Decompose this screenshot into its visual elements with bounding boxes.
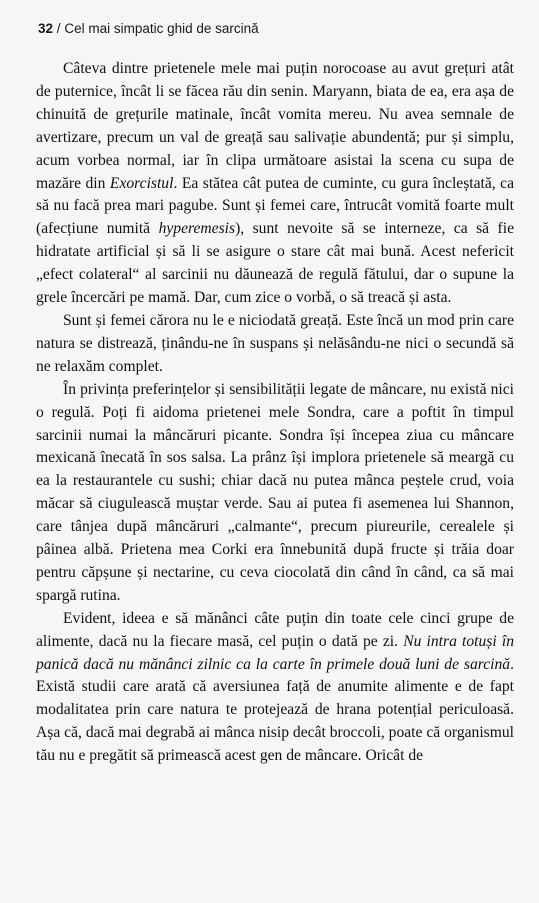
paragraph-3: În privința preferințelor și sensibilității legate de mâncare, nu există nici o regulă. Poți fi aidoma prietenei mele Sondra, care a poftit în timpul sarcinii numai la mâncăruri picante. Sondra își începea ziua cu mâncare mexicană înecată în sos salsa. La prânz își implora prietenele să meargă cu ea la restaurantele cu sushi; chiar dacă nu putea mânca peștele crud, voia măcar să ciugulească muștar verde. Sau ai putea fi asemenea lui Shannon, care tânjea după mâncăruri „calmante“, precum piureurile, cerealele și pâinea albă. Prietena mea Corki era înnebunită după fructe și trăia doar pentru căpșune și nectarine, cu ceva ciocolată din când în când, ca să mai spargă rutina. <box>36 380 514 604</box>
paragraph-1-italic-hyperemesis: hyperemesis <box>158 220 236 238</box>
paragraph-1 <box>36 58 514 310</box>
paragraph-1-part-1: Câteva dintre prietenele mele mai puțin norocoase au avut grețuri atât de puternice, încât li se făcea rău din senin. Maryann, biata de ea, era așa de chinuită de grețurile matinale, încât vomita mereu. Nu avea semnale de avertizare, precum un val de greață sau salivație abundentă; pur și simplu, acum vorbea normal, iar în clipa următoare asistai la scena cu supa de mazăre din <box>36 60 514 192</box>
header-separator: / <box>56 21 61 36</box>
paragraph-4 <box>36 608 514 768</box>
paragraph-1-italic-exorcist: Exorcistul <box>109 174 174 192</box>
paragraph-1-part-3: ), sunt nevoite să se interneze, ca să fie hidratate artificial și să li se asigure o stare cât mai bună. Acest nefericit „efect colateral“ al sarcinii nu dăunează de regulă fătului, dar o supune la grele încercări pe mamă. Dar, cum zice o vorbă, o să treacă și asta. <box>36 220 515 307</box>
book-title: Cel mai simpatic ghid de sarcină <box>64 21 259 36</box>
running-header <box>38 21 259 36</box>
body-text <box>36 58 514 768</box>
paragraph-4-italic-advice: Nu intra totuși în panică dacă nu mănânci zilnic ca la carte în primele două luni de sarcină <box>36 632 514 673</box>
paragraph-2: Sunt și femei cărora nu le e niciodată greață. Este încă un mod prin care natura se distrează, ținându-ne în suspans și nelăsându-ne nici o secundă să ne relaxăm complet. <box>36 311 514 375</box>
paragraph-4-part-1: Evident, ideea e să mănânci câte puțin din toate cele cinci grupe de alimente, dacă nu la fiecare masă, cel puțin o dată pe zi. <box>36 609 514 650</box>
paragraph-4-part-2: . Există studii care arată că aversiunea față de anumite alimente e de fapt modalitatea prin care natura te protejează de hrana potențial periculoasă. Așa că, dacă mai degrabă ai mânca nisip decât broccoli, poate că organismul tău nu e pregătit să primească acest gen de mâncare. Oricât de <box>36 655 514 765</box>
page-number: 32 <box>38 21 54 36</box>
paragraph-1-part-2: . Ea stătea cât putea de cuminte, cu gura încleștată, ca să nu facă prea mari pagube. Sunt și femei care, întrucât vomită foarte mult (afecțiune numită <box>36 174 515 238</box>
